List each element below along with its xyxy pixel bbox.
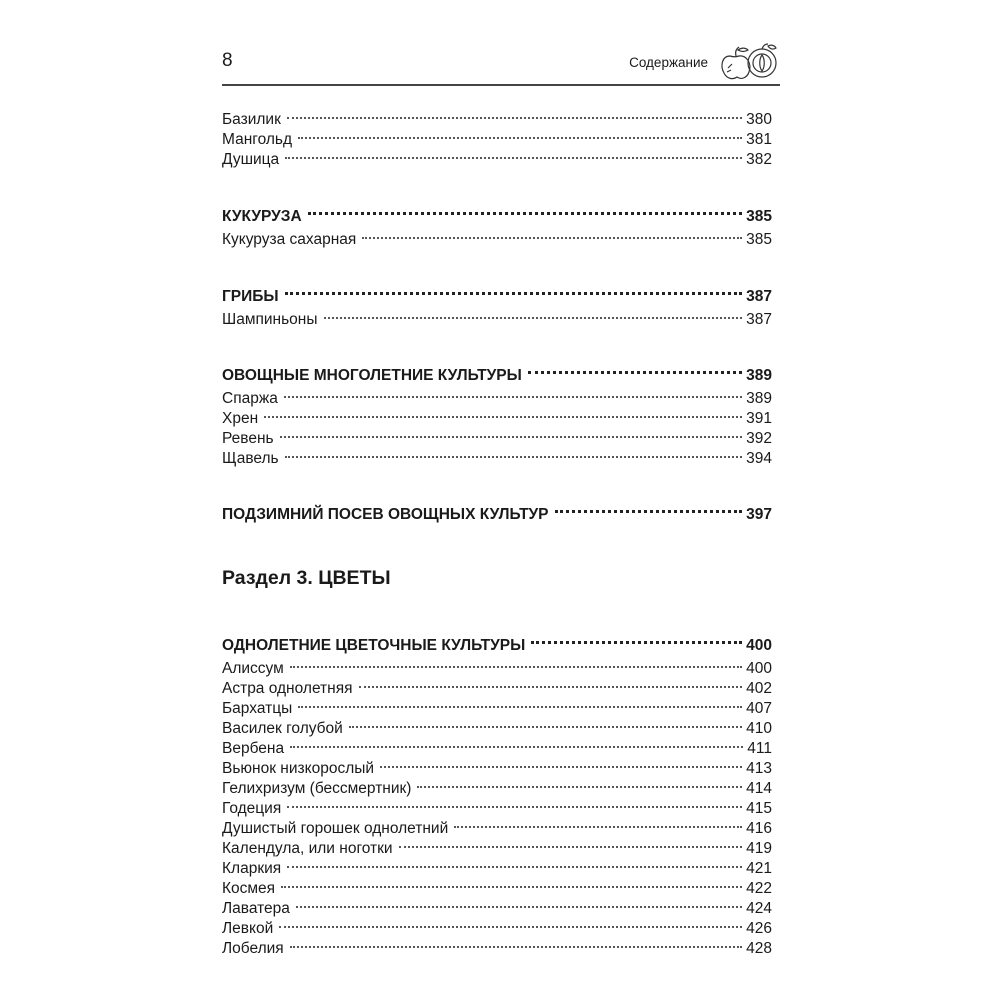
toc-entry-page: 414 <box>746 780 772 797</box>
toc-entry-title: Душица <box>222 151 280 168</box>
toc-entry-title: Ревень <box>222 430 274 447</box>
toc-entry-page: 392 <box>746 430 772 447</box>
toc-dot-leader <box>298 117 742 139</box>
toc-entry-title: Щавель <box>222 450 279 467</box>
toc-dot-leader <box>555 490 743 513</box>
toc-entry-page: 416 <box>746 820 772 837</box>
toc-group-mushrooms <box>222 278 772 328</box>
toc-entry-page: 407 <box>746 700 772 717</box>
toc-dot-leader <box>285 436 743 458</box>
toc-dot-leader <box>290 726 743 748</box>
toc-entry-page: 381 <box>746 131 772 148</box>
toc-entry-title: Мангольд <box>222 131 293 148</box>
toc-dot-leader <box>399 826 743 848</box>
toc-entry-page: 400 <box>746 660 772 677</box>
toc-dot-leader <box>264 396 742 418</box>
toc-entry-page: 410 <box>746 720 772 737</box>
toc-entry-title: Годеция <box>222 800 282 817</box>
toc-dot-leader <box>287 786 742 808</box>
toc-entry-page: 385 <box>746 231 772 248</box>
toc-chapter-page: 385 <box>746 208 772 225</box>
toc-dot-leader <box>287 846 742 868</box>
toc-dot-leader <box>279 906 742 928</box>
toc-entry-title: Кларкия <box>222 860 282 877</box>
toc-dot-leader <box>454 806 742 828</box>
toc-entry-title: Базилик <box>222 111 281 128</box>
toc-entry-page: 424 <box>746 900 772 917</box>
toc-group-annual-flowers <box>222 627 772 957</box>
toc-entry-title: Лобелия <box>222 940 284 957</box>
toc-entry-title: Левкой <box>222 920 274 937</box>
toc-dot-leader <box>308 192 742 215</box>
toc-entry-title: Астра однолетняя <box>222 680 353 697</box>
toc-dot-leader <box>287 97 742 119</box>
toc-dot-leader <box>296 886 742 908</box>
toc-group-perennials <box>222 357 772 467</box>
toc-chapter-title: ГРИБЫ <box>222 288 279 305</box>
page-header <box>222 40 780 88</box>
toc-chapter-title: ПОДЗИМНИЙ ПОСЕВ ОВОЩНЫХ КУЛЬТУР <box>222 506 549 523</box>
toc-entry-title: Лаватера <box>222 900 290 917</box>
toc-chapter-title: ОВОЩНЫЕ МНОГОЛЕТНИЕ КУЛЬТУРЫ <box>222 367 522 384</box>
toc-entry-page: 426 <box>746 920 772 937</box>
toc-group-winter-sowing <box>222 496 772 523</box>
toc-dot-leader <box>290 646 742 668</box>
toc-entry[interactable] <box>222 142 772 168</box>
toc-dot-leader <box>380 746 742 768</box>
toc-group-herbs <box>222 102 772 168</box>
toc-chapter-title: КУКУРУЗА <box>222 208 302 225</box>
toc-entry-title: Календула, или ноготки <box>222 840 393 857</box>
toc-entry-page: 422 <box>746 880 772 897</box>
toc-entry-title: Шампиньоны <box>222 311 318 328</box>
toc-entry-title: Космея <box>222 880 276 897</box>
toc-dot-leader <box>359 666 743 688</box>
toc-entry-page: 387 <box>746 311 772 328</box>
toc-dot-leader <box>290 926 742 948</box>
toc-chapter-page: 397 <box>746 506 772 523</box>
toc-dot-leader <box>281 866 742 888</box>
toc-entry-page: 380 <box>746 111 772 128</box>
toc-dot-leader <box>417 766 742 788</box>
toc-dot-leader <box>280 416 743 438</box>
running-title: Содержание <box>629 55 708 70</box>
toc-chapter-page: 387 <box>746 288 772 305</box>
toc-dot-leader <box>528 351 742 374</box>
toc-entry-page: 411 <box>747 740 772 757</box>
toc-dot-leader <box>531 621 742 644</box>
toc-chapter-page: 389 <box>746 367 772 384</box>
toc-entry-page: 419 <box>746 840 772 857</box>
toc-entry-title: Алиссум <box>222 660 284 677</box>
toc-chapter-heading[interactable] <box>222 496 772 523</box>
toc-group-corn <box>222 198 772 248</box>
page-number: 8 <box>222 50 233 71</box>
apple-logo-icon <box>718 42 780 82</box>
toc-entry-page: 391 <box>746 410 772 427</box>
toc-dot-leader <box>349 706 742 728</box>
toc-entry-title: Душистый горошек однолетний <box>222 820 449 837</box>
toc-entry-title: Василек голубой <box>222 720 343 737</box>
toc-dot-leader <box>285 272 743 295</box>
toc-entry-page: 421 <box>746 860 772 877</box>
toc-entry-page: 413 <box>746 760 772 777</box>
toc-entry-page: 389 <box>746 390 772 407</box>
toc-entry-page: 402 <box>746 680 772 697</box>
toc-entry-title: Хрен <box>222 410 259 427</box>
toc-dot-leader <box>284 376 742 398</box>
section-heading: Раздел 3. ЦВЕТЫ <box>222 567 391 589</box>
toc-entry-title: Кукуруза сахарная <box>222 231 357 248</box>
toc-entry-title: Гелихризум (бессмертник) <box>222 780 412 797</box>
toc-dot-leader <box>324 297 743 319</box>
toc-entry[interactable] <box>222 302 772 328</box>
toc-entry-title: Вьюнок низкорослый <box>222 760 375 777</box>
toc-entry[interactable] <box>222 441 772 467</box>
toc-chapter-page: 400 <box>746 637 772 654</box>
toc-chapter-title: ОДНОЛЕТНИЕ ЦВЕТОЧНЫЕ КУЛЬТУРЫ <box>222 637 526 654</box>
toc-entry-title: Вербена <box>222 740 285 757</box>
header-rule <box>222 84 780 86</box>
toc-entry-page: 382 <box>746 151 772 168</box>
toc-dot-leader <box>298 686 742 708</box>
toc-entry-page: 394 <box>746 450 772 467</box>
toc-entry-title: Спаржа <box>222 390 278 407</box>
toc-entry[interactable] <box>222 931 772 957</box>
toc-dot-leader <box>362 217 742 239</box>
toc-dot-leader <box>285 137 742 159</box>
toc-entry-page: 415 <box>746 800 772 817</box>
toc-entry-page: 428 <box>746 940 772 957</box>
toc-entry-title: Бархатцы <box>222 700 293 717</box>
